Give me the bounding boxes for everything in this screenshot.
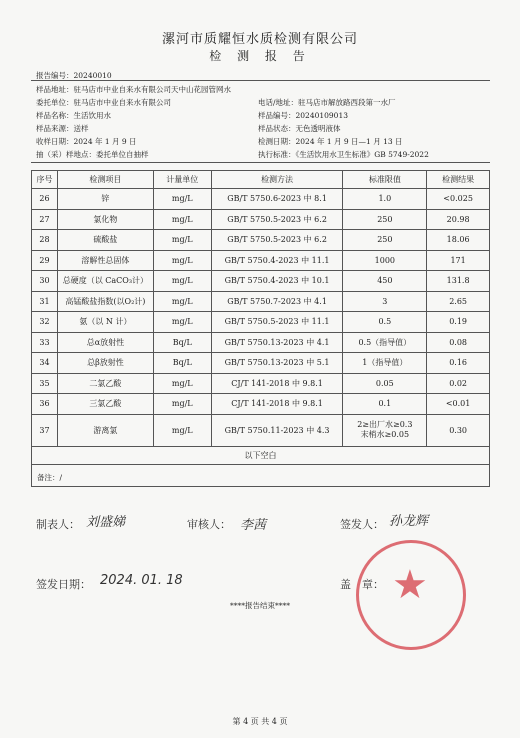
table-header-row — [32, 171, 490, 189]
sample-source: 样品来源：送样 — [36, 124, 89, 133]
cell-limit: 0.5（指导值） — [343, 332, 427, 353]
cell-no: 32 — [32, 312, 58, 333]
cell-no: 34 — [32, 353, 58, 374]
cell-result: 0.19 — [427, 312, 490, 333]
table-row — [32, 189, 490, 210]
cell-method: GB/T 5750.13-2023 中 5.1 — [211, 353, 343, 374]
cell-limit: 0.5 — [343, 312, 427, 333]
cell-unit: mg/L — [153, 209, 211, 230]
remark: 备注：/ — [37, 473, 63, 482]
cell-method: GB/T 5750.13-2023 中 4.1 — [211, 332, 343, 353]
end-row — [32, 446, 490, 464]
cell-result: 0.02 — [427, 373, 490, 394]
sampling-location: 抽（采）样地点：委托单位自抽样 — [36, 150, 149, 159]
remark-box — [31, 465, 490, 487]
sample-name: 样品名称：生活饮用水 — [36, 111, 111, 120]
table-row — [32, 271, 490, 292]
cell-unit: mg/L — [153, 250, 211, 271]
phone-address: 电话/地址：驻马店市解放路西段第一水厂 — [258, 98, 396, 107]
cell-limit: 1.0 — [343, 189, 427, 210]
cell-method: GB/T 5750.7-2023 中 4.1 — [211, 291, 343, 312]
cell-result: 171 — [427, 250, 490, 271]
table-row — [32, 414, 490, 446]
cell-result: 0.08 — [427, 332, 490, 353]
cell-limit: 0.05 — [343, 373, 427, 394]
cell-limit: 1（指导值） — [343, 353, 427, 374]
cell-result: <0.025 — [427, 189, 490, 210]
cell-no: 31 — [32, 291, 58, 312]
results-table — [31, 170, 490, 465]
receipt-date: 收样日期：2024 年 1 月 9 日 — [36, 137, 137, 146]
cell-result: 2.65 — [427, 291, 490, 312]
cell-unit: mg/L — [153, 394, 211, 415]
cell-limit: 250 — [343, 230, 427, 251]
cell-item: 总β放射性 — [57, 353, 153, 374]
cell-method: GB/T 5750.5-2023 中 6.2 — [211, 209, 343, 230]
cell-item: 游离氯 — [57, 414, 153, 446]
table-row — [32, 373, 490, 394]
header-divider — [31, 80, 490, 81]
cell-no: 27 — [32, 209, 58, 230]
col-header-item: 检测项目 — [57, 171, 153, 189]
preparer-label: 制表人： — [36, 518, 80, 531]
cell-limit: 250 — [343, 209, 427, 230]
cell-item: 锌 — [57, 189, 153, 210]
sample-location: 样品地址：驻马店市中业自来水有限公司天中山花园管网水 — [36, 85, 231, 94]
cell-method: GB/T 5750.4-2023 中 10.1 — [211, 271, 343, 292]
report-end: ****报告结束**** — [230, 601, 290, 610]
cell-no: 35 — [32, 373, 58, 394]
cell-unit: Bq/L — [153, 353, 211, 374]
issue-date-label: 签发日期： — [36, 578, 91, 591]
cell-no: 26 — [32, 189, 58, 210]
table-row — [32, 209, 490, 230]
reviewer-label: 审核人： — [187, 518, 231, 531]
cell-method: CJ/T 141-2018 中 9.8.1 — [211, 394, 343, 415]
cell-method: CJ/T 141-2018 中 9.8.1 — [211, 373, 343, 394]
cell-item: 氯化物 — [57, 209, 153, 230]
cell-result: 20.98 — [427, 209, 490, 230]
cell-method: GB/T 5750.4-2023 中 11.1 — [211, 250, 343, 271]
sample-state: 样品状态：无色透明液体 — [258, 124, 341, 133]
seal-star-icon: ★ — [392, 562, 428, 608]
col-header-unit: 计量单位 — [153, 171, 211, 189]
company-title: 漯河市质耀恒水质检测有限公司 — [161, 32, 358, 47]
cell-item: 高锰酸盐指数(以O₂计) — [57, 291, 153, 312]
cell-result: 0.30 — [427, 414, 490, 446]
cell-result: 0.16 — [427, 353, 490, 374]
seal-label: 盖 章： — [340, 578, 384, 591]
cell-method: GB/T 5750.11-2023 中 4.3 — [211, 414, 343, 446]
table-row — [32, 230, 490, 251]
cell-method: GB/T 5750.5-2023 中 11.1 — [211, 312, 343, 333]
cell-unit: mg/L — [153, 271, 211, 292]
table-row — [32, 394, 490, 415]
cell-limit: 450 — [343, 271, 427, 292]
table-body — [32, 189, 490, 465]
execution-standard: 执行标准：《生活饮用水卫生标准》GB 5749-2022 — [258, 150, 429, 159]
col-header-result: 检测结果 — [427, 171, 490, 189]
cell-item: 三氯乙酸 — [57, 394, 153, 415]
cell-result: <0.01 — [427, 394, 490, 415]
cell-no: 36 — [32, 394, 58, 415]
cell-unit: mg/L — [153, 414, 211, 446]
cell-no: 37 — [32, 414, 58, 446]
preparer-signature: 刘盛娣 — [86, 515, 126, 530]
cell-item: 硫酸盐 — [57, 230, 153, 251]
col-header-method: 检测方法 — [211, 171, 343, 189]
test-date: 检测日期：2024 年 1 月 9 日—1 月 13 日 — [258, 137, 403, 146]
cell-unit: mg/L — [153, 189, 211, 210]
info-divider — [31, 162, 490, 163]
cell-result: 131.8 — [427, 271, 490, 292]
col-header-limit: 标准限值 — [343, 171, 427, 189]
cell-limit: 0.1 — [343, 394, 427, 415]
issue-date: 2024. 01. 18 — [100, 573, 183, 588]
table-row — [32, 291, 490, 312]
cell-no: 29 — [32, 250, 58, 271]
cell-no: 33 — [32, 332, 58, 353]
cell-result: 18.06 — [427, 230, 490, 251]
approver-signature: 孙龙辉 — [389, 514, 429, 529]
page-footer: 第 4 页 共 4 页 — [232, 717, 288, 726]
cell-method: GB/T 5750.5-2023 中 6.2 — [211, 230, 343, 251]
report-subtitle: 检 测 报 告 — [209, 49, 311, 63]
cell-unit: mg/L — [153, 312, 211, 333]
col-header-no: 序号 — [32, 171, 58, 189]
cell-limit: 1000 — [343, 250, 427, 271]
cell-item: 溶解性总固体 — [57, 250, 153, 271]
cell-item: 氨（以 N 计） — [57, 312, 153, 333]
cell-unit: Bq/L — [153, 332, 211, 353]
reviewer-signature: 李茜 — [240, 518, 267, 533]
client-unit: 委托单位：驻马店市中业自来水有限公司 — [36, 98, 171, 107]
cell-unit: mg/L — [153, 291, 211, 312]
report-number: 报告编号：20240010 — [36, 71, 112, 80]
cell-item: 总硬度（以 CaCO₃计） — [57, 271, 153, 292]
cell-no: 30 — [32, 271, 58, 292]
cell-unit: mg/L — [153, 373, 211, 394]
table-row — [32, 312, 490, 333]
sample-number: 样品编号：20240109013 — [258, 111, 348, 120]
approver-label: 签发人： — [340, 518, 384, 531]
cell-limit: 2≥出厂水≥0.3 末梢水≥0.05 — [343, 414, 427, 446]
company-seal — [356, 540, 466, 650]
cell-unit: mg/L — [153, 230, 211, 251]
cell-method: GB/T 5750.6-2023 中 8.1 — [211, 189, 343, 210]
table-row — [32, 353, 490, 374]
cell-item: 总α放射性 — [57, 332, 153, 353]
table-row — [32, 250, 490, 271]
cell-no: 28 — [32, 230, 58, 251]
cell-limit: 3 — [343, 291, 427, 312]
blank-below-text: 以下空白 — [32, 446, 490, 464]
table-row — [32, 332, 490, 353]
cell-item: 二氯乙酸 — [57, 373, 153, 394]
